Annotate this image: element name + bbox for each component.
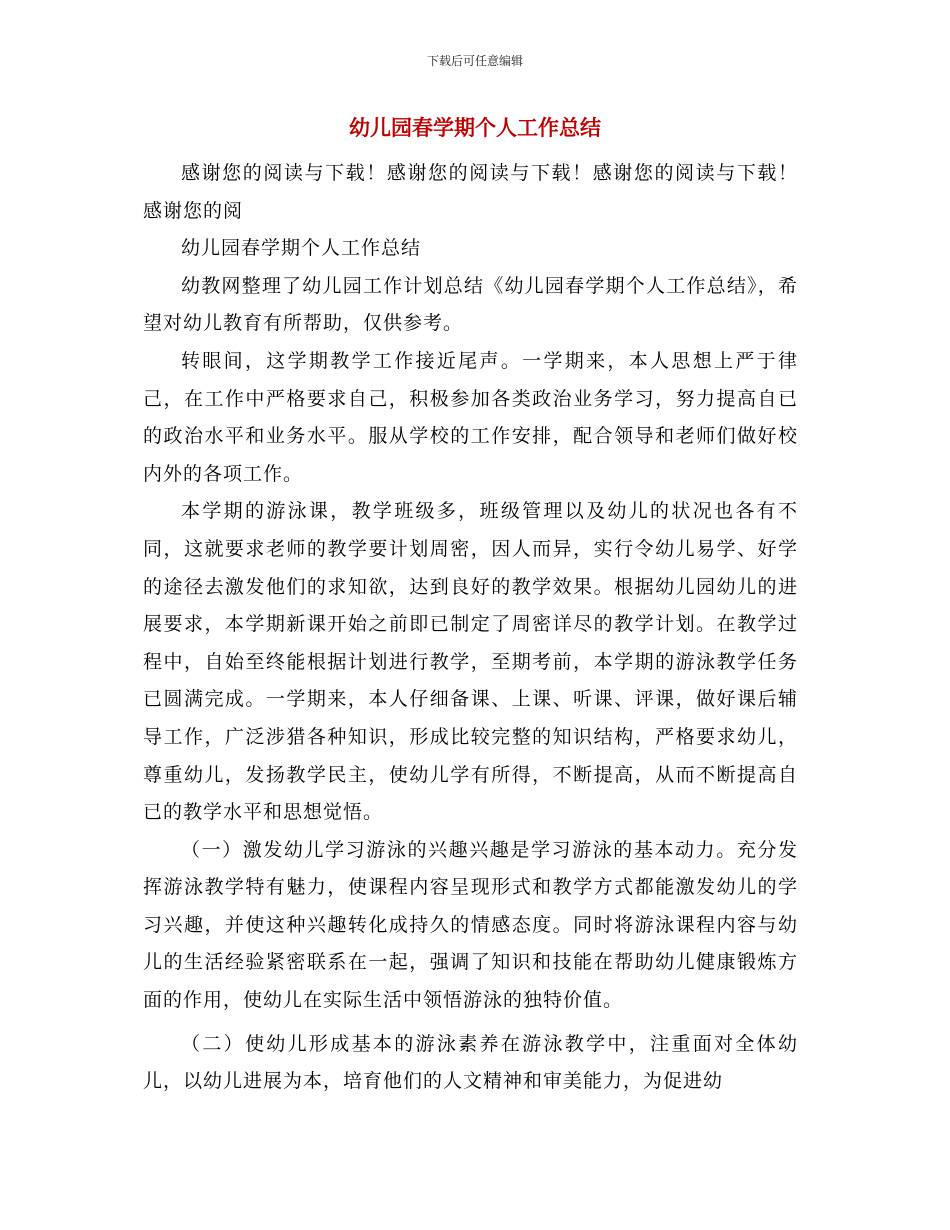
paragraph-subtitle: 幼儿园春学期个人工作总结 [181,237,422,260]
paragraph-intro: 幼教网整理了幼儿园工作计划总结《幼儿园春学期个人工作总结》，希望对幼儿教育有所帮助，仅供参考。 [143,274,798,335]
paragraph-teaching: 本学期的游泳课，教学班级多，班级管理以及幼儿的状况也各有不同，这就要求老师的教学要计划周密，因人而异，实行令幼儿易学、好学的途径去激发他们的求知欲，达到良好的教学效果。根据幼儿园幼儿的进展要求，本学期新课开始之前即已制定了周密详尽的教学计划。在教学过程中，自始至终能根据计划进行教学，至期考前，本学期的游泳教学任务已圆满完成。一学期来，本人仔细备课、上课、听课、评课，做好课后辅导工作，广泛涉猎各种知识，形成比较完整的知识结构，严格要求幼儿，尊重幼儿，发扬教学民主，使幼儿学有所得，不断提高，从而不断提高自已的教学水平和思想觉悟。 [143,500,798,824]
paragraph-section-2: （二）使幼儿形成基本的游泳素养在游泳教学中，注重面对全体幼儿，以幼儿进展为本，培育他们的人文精神和审美能力，为促进幼 [143,1032,798,1093]
document-body [143,155,798,1101]
paragraph-summary: 转眼间，这学期教学工作接近尾声。一学期来，本人思想上严于律己，在工作中严格要求自己，积极参加各类政治业务学习，努力提高自已的政治水平和业务水平。服从学校的工作安排，配合领导和老师们做好校内外的各项工作。 [143,349,798,485]
paragraph-section-1: （一）激发幼儿学习游泳的兴趣兴趣是学习游泳的基本动力。充分发挥游泳教学特有魅力，使课程内容呈现形式和教学方式都能激发幼儿的学习兴趣，并使这种兴趣转化成持久的情感态度。同时将游泳课程内容与幼儿的生活经验紧密联系在一起，强调了知识和技能在帮助幼儿健康锻炼方面的作用，使幼儿在实际生活中领悟游泳的独特价值。 [143,838,798,1012]
paragraph-thanks: 感谢您的阅读与下载！感谢您的阅读与下载！感谢您的阅读与下载！感谢您的阅 [143,162,798,222]
document-title: 幼儿园春学期个人工作总结 [349,116,601,140]
page-header: 下载后可任意编辑 [426,54,523,68]
